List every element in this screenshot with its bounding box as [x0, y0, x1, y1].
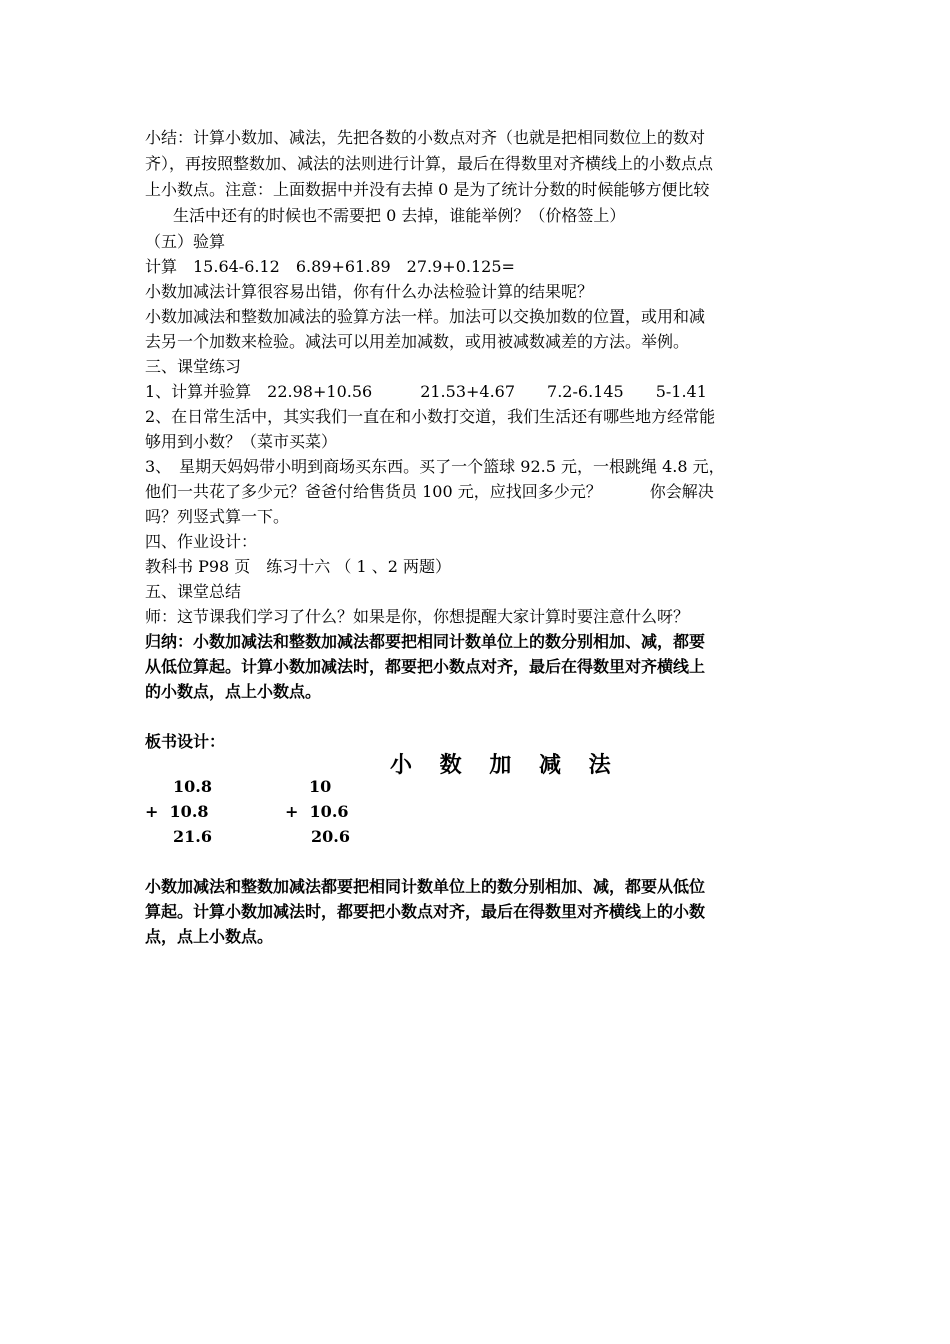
calc-exercise-line: 计算 15.64-6.12 6.89+61.89 27.9+0.125= — [145, 257, 515, 276]
summary-line-3: 上小数点。注意：上面数据中并没有去掉 0 是为了统计分数的时候能够方便比较 — [145, 180, 710, 199]
check-method-line-1: 小数加减法和整数加减法的验算方法一样。加法可以交换加数的位置，或用和减 — [145, 307, 706, 326]
board-summary-line-3: 点，点上小数点。 — [145, 927, 274, 946]
practice-item-1: 1、计算并验算 22.98+10.56 21.53+4.67 7.2-6.145 5-1.41 — [145, 382, 707, 401]
right-sum: 20.6 — [311, 827, 350, 846]
practice-item-3-line-1: 3、 星期天妈妈带小明到商场买东西。买了一个篮球 92.5 元，一根跳绳 4.8 元， — [145, 457, 725, 476]
teacher-question-line: 师：这节课我们学习了什么？如果是你，你想提醒大家计算时要注意什么呀？ — [145, 607, 690, 626]
board-design-label: 板书设计： — [145, 732, 226, 751]
section-summary-heading: 五、课堂总结 — [145, 582, 242, 601]
practice-item-3-line-2: 他们一共花了多少元？爸爸付给售货员 100 元，应找回多少元？ 你会解决 — [145, 482, 714, 501]
left-addend-1: 10.8 — [173, 777, 212, 796]
right-addend-2: + 10.6 — [285, 802, 349, 821]
summary-line-1: 小结：计算小数加、减法，先把各数的小数点对齐（也就是把相同数位上的数对 — [145, 128, 706, 147]
conclusion-line-3: 的小数点，点上小数点。 — [145, 682, 322, 701]
board-title: 小 数 加 减 法 — [390, 753, 621, 778]
section-check-heading: （五）验算 — [145, 232, 226, 251]
check-method-line-2: 去另一个加数来检验。减法可以用差加减数，或用被减数减差的方法。举例。 — [145, 332, 690, 351]
practice-item-3-line-3: 吗？列竖式算一下。 — [145, 507, 290, 526]
summary-line-4: 生活中还有的时候也不需要把 0 去掉，谁能举例？（价格签上） — [173, 206, 626, 225]
homework-line: 教科书 P98 页 练习十六 （ 1 、2 两题） — [145, 557, 452, 576]
conclusion-line-2: 从低位算起。计算小数加减法时，都要把小数点对齐，最后在得数里对齐横线上 — [145, 657, 706, 676]
left-sum: 21.6 — [173, 827, 212, 846]
practice-item-2-line-1: 2、在日常生活中，其实我们一直在和小数打交道，我们生活还有哪些地方经常能 — [145, 407, 716, 426]
board-summary-line-2: 算起。计算小数加减法时，都要把小数点对齐，最后在得数里对齐横线上的小数 — [145, 902, 706, 921]
board-summary-line-1: 小数加减法和整数加减法都要把相同计数单位上的数分别相加、减，都要从低位 — [145, 877, 706, 896]
summary-line-2: 齐），再按照整数加、减法的法则进行计算，最后在得数里对齐横线上的小数点点 — [145, 154, 714, 173]
practice-item-2-line-2: 够用到小数？（菜市买菜） — [145, 432, 338, 451]
section-practice-heading: 三、课堂练习 — [145, 357, 242, 376]
conclusion-line-1: 归纳：小数加减法和整数加减法都要把相同计数单位上的数分别相加、减，都要 — [145, 632, 706, 651]
right-addend-1: 10 — [309, 777, 332, 796]
question-line: 小数加减法计算很容易出错，你有什么办法检验计算的结果呢？ — [145, 282, 594, 301]
section-homework-heading: 四、作业设计： — [145, 532, 258, 551]
left-addend-2: + 10.8 — [145, 802, 209, 821]
